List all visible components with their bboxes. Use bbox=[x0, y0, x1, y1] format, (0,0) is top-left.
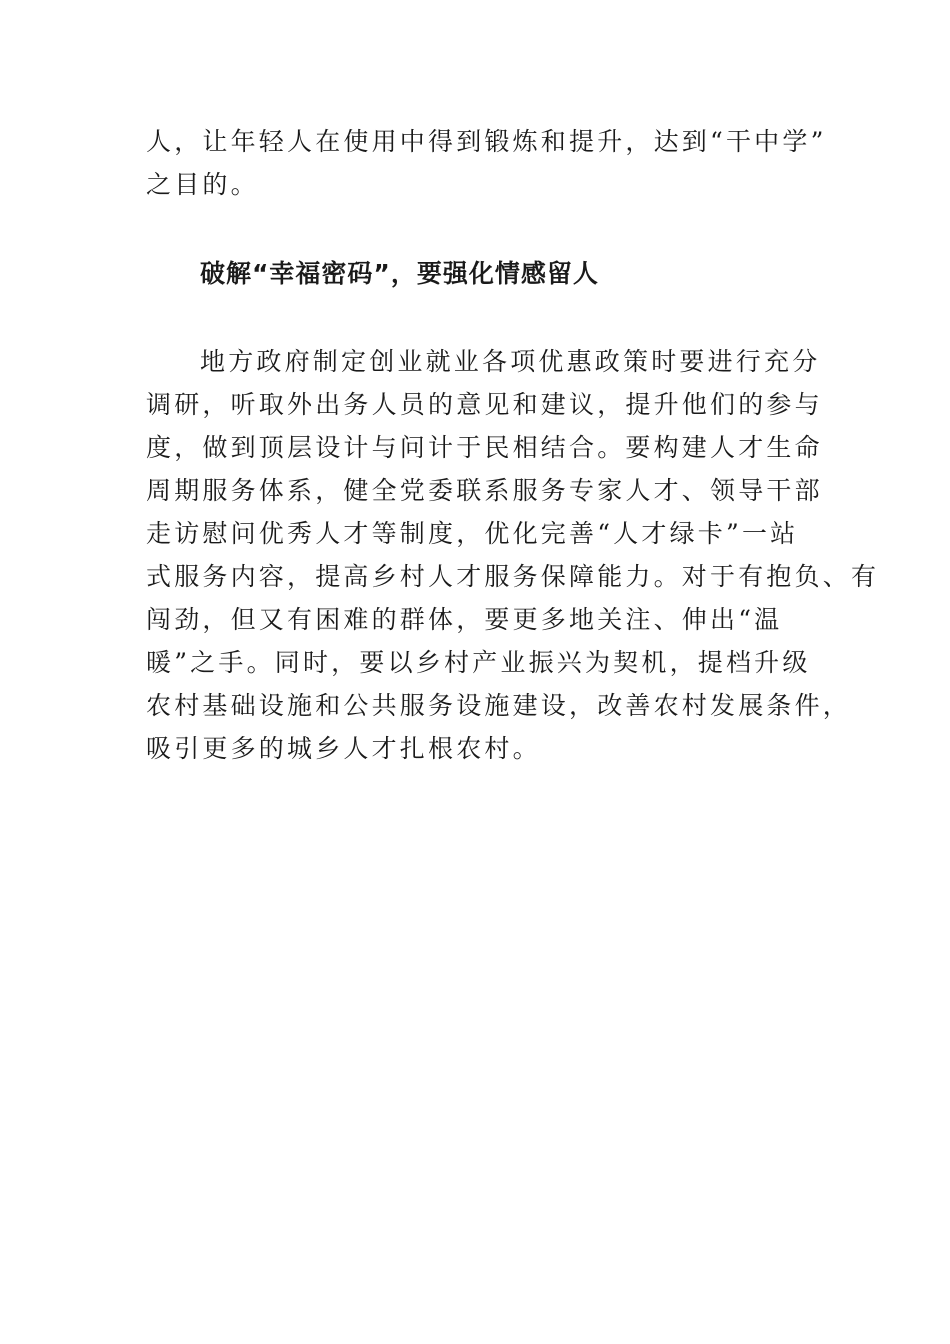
paragraph-line: 人，让年轻人在使用中得到锻炼和提升，达到“干中学” bbox=[146, 127, 827, 156]
paragraph-continuation bbox=[146, 120, 826, 206]
paragraph-line: 之目的。 bbox=[146, 170, 259, 199]
paragraph-line: 周期服务体系，健全党委联系服务专家人才、领导干部 bbox=[146, 476, 823, 505]
paragraph-line: 暖”之手。同时，要以乡村产业振兴为契机，提档升级 bbox=[146, 648, 811, 677]
paragraph-line: 式服务内容，提高乡村人才服务保障能力。对于有抱负、有 bbox=[146, 562, 880, 591]
paragraph-line: 走访慰问优秀人才等制度，优化完善“人才绿卡”一站 bbox=[146, 519, 799, 548]
paragraph-line: 调研，听取外出务人员的意见和建议，提升他们的参与 bbox=[146, 390, 823, 419]
paragraph-line: 度，做到顶层设计与问计于民相结合。要构建人才生命 bbox=[146, 433, 823, 462]
paragraph-line: 农村基础设施和公共服务设施建设，改善农村发展条件， bbox=[146, 691, 852, 720]
paragraph-body bbox=[146, 340, 880, 770]
paragraph-line: 吸引更多的城乡人才扎根农村。 bbox=[146, 734, 541, 763]
section-heading: 破解“幸福密码”，要强化情感留人 bbox=[200, 259, 599, 288]
paragraph-line: 地方政府制定创业就业各项优惠政策时要进行充分 bbox=[200, 347, 821, 376]
paragraph-line: 闯劲，但又有困难的群体，要更多地关注、伸出“温 bbox=[146, 605, 783, 634]
